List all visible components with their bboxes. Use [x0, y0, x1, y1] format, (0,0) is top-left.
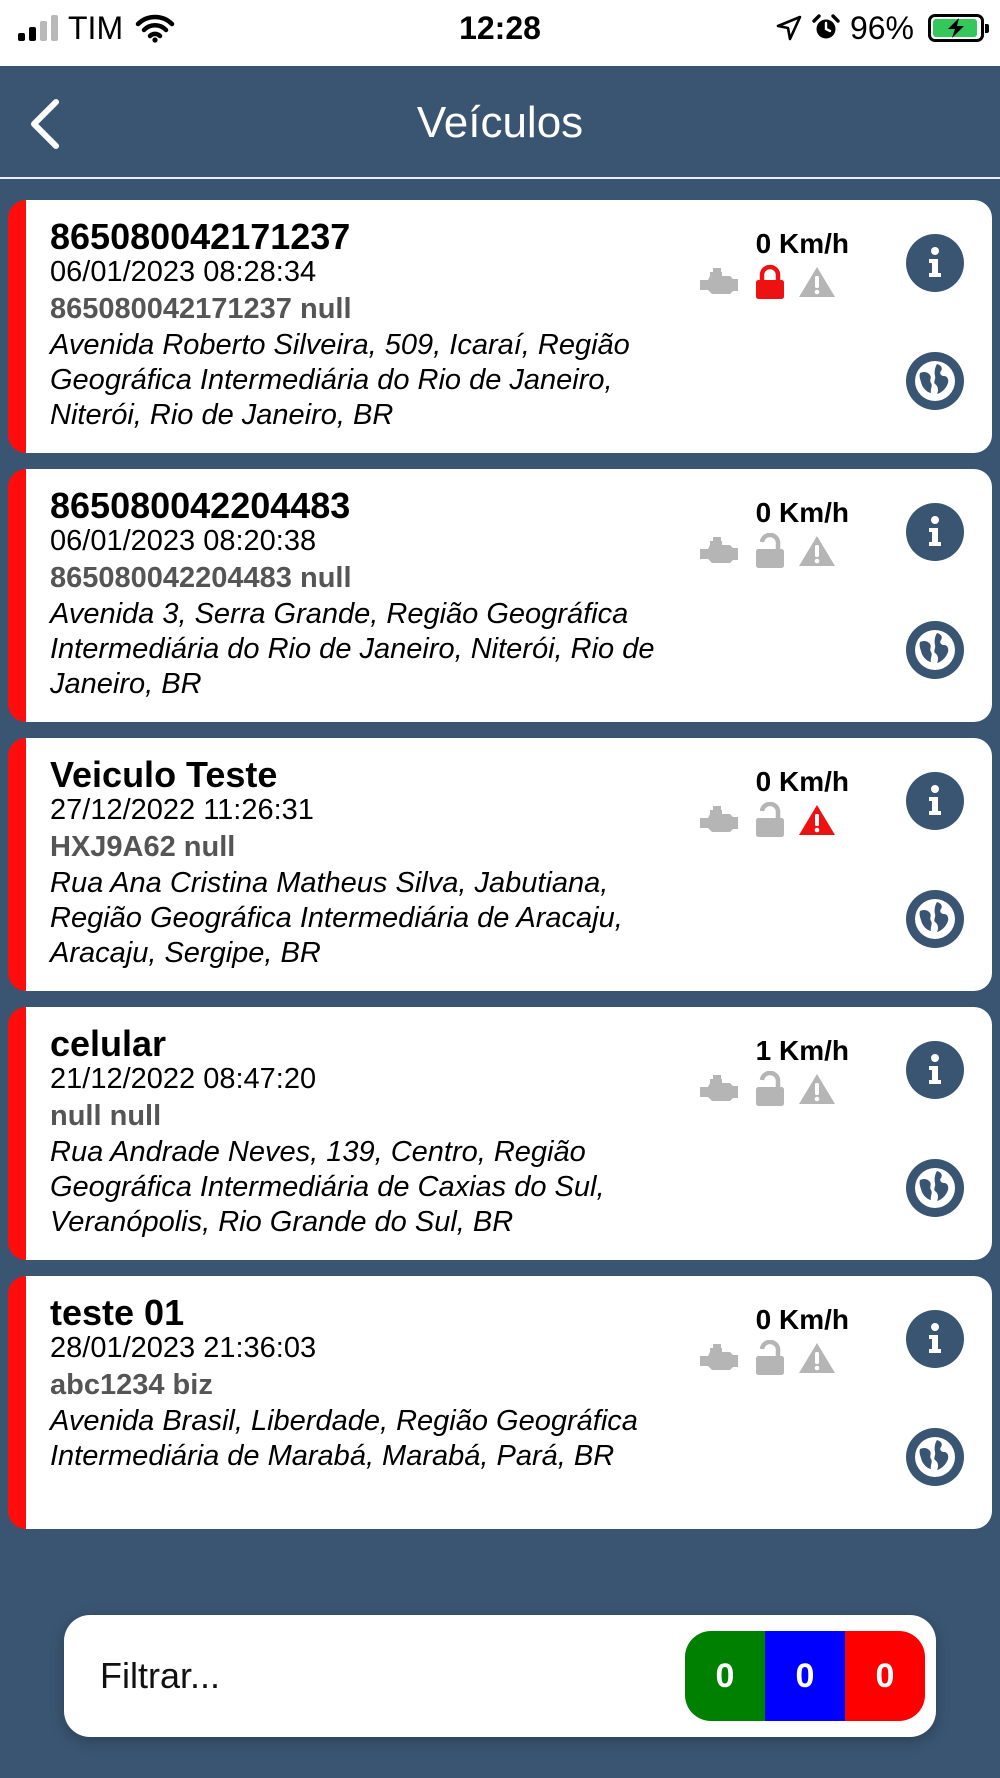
- vehicle-datetime: 27/12/2022 11:26:31: [50, 794, 314, 826]
- engine-icon: [700, 268, 742, 296]
- vehicle-speed: 1 Km/h: [755, 1035, 849, 1066]
- vehicle-address: Avenida Brasil, Liberdade, Região Geográfica Intermediária de Marabá, Marabá, Pará, BR: [50, 1405, 638, 1472]
- vehicle-name: teste 01: [50, 1292, 185, 1333]
- filter-input[interactable]: [100, 1646, 620, 1706]
- battery-percent: 96%: [849, 9, 914, 46]
- vehicle-card[interactable]: [8, 738, 992, 991]
- chevron-left-icon: [22, 96, 72, 152]
- clock: 12:28: [459, 10, 541, 46]
- vehicle-speed: 0 Km/h: [755, 497, 849, 528]
- info-icon: [906, 1310, 964, 1368]
- info-icon: [906, 503, 964, 561]
- vehicle-speed: 0 Km/h: [755, 766, 849, 797]
- vehicle-status-icons: [700, 533, 836, 569]
- alert-triangle-icon: [798, 1341, 836, 1375]
- lock-icon: [754, 802, 786, 838]
- vehicle-card[interactable]: [8, 469, 992, 722]
- globe-icon: [906, 352, 964, 410]
- vehicle-address: Rua Andrade Neves, 139, Centro, Região Geográfica Intermediária de Caxias do Sul, Veranópolis, Rio Grande do Sul, BR: [50, 1136, 605, 1238]
- vehicle-map-button[interactable]: [906, 890, 964, 948]
- vehicle-map-button[interactable]: [906, 1428, 964, 1486]
- vehicle-status-icons: [700, 1340, 836, 1376]
- vehicle-name: Veiculo Teste: [50, 754, 278, 795]
- vehicle-datetime: 28/01/2023 21:36:03: [50, 1332, 317, 1364]
- engine-icon: [700, 537, 742, 565]
- lock-icon: [754, 1340, 786, 1376]
- vehicle-status-icons: [700, 802, 836, 838]
- alert-triangle-icon: [798, 534, 836, 568]
- globe-icon: [906, 621, 964, 679]
- filter-bar: [64, 1615, 936, 1737]
- status-count-2[interactable]: 0: [765, 1631, 845, 1721]
- vehicle-address: Avenida 3, Serra Grande, Região Geográfica Intermediária do Rio de Janeiro, Niterói, Rio de Janeiro, BR: [50, 598, 655, 700]
- status-count-3[interactable]: 0: [845, 1631, 925, 1721]
- vehicle-plate: 865080042204483 null: [50, 562, 352, 594]
- vehicle-plate: 865080042171237 null: [50, 293, 352, 325]
- vehicle-info-button[interactable]: [906, 1310, 964, 1368]
- vehicle-status-icons: [700, 1071, 836, 1107]
- engine-icon: [700, 1344, 742, 1372]
- navigation-bar: [0, 66, 1000, 179]
- info-icon: [906, 234, 964, 292]
- page-title: Veículos: [416, 98, 584, 147]
- wifi-icon: [135, 13, 175, 43]
- vehicle-card[interactable]: [8, 200, 992, 453]
- status-counters: [685, 1631, 925, 1721]
- lock-icon: [754, 533, 786, 569]
- carrier-group: [18, 8, 175, 48]
- vehicle-plate: abc1234 biz: [50, 1369, 213, 1401]
- globe-icon: [906, 1159, 964, 1217]
- back-button[interactable]: [22, 96, 72, 152]
- vehicle-plate: HXJ9A62 null: [50, 831, 236, 863]
- vehicle-name: 865080042171237: [50, 216, 351, 257]
- vehicle-card[interactable]: [8, 1276, 992, 1529]
- vehicle-info-button[interactable]: [906, 503, 964, 561]
- vehicle-info-button[interactable]: [906, 772, 964, 830]
- vehicle-map-button[interactable]: [906, 352, 964, 410]
- status-bar: [0, 0, 1000, 66]
- signal-strength-icon: [18, 15, 58, 41]
- vehicle-plate: null null: [50, 1100, 162, 1132]
- info-icon: [906, 1041, 964, 1099]
- alarm-clock-icon: [812, 14, 840, 42]
- vehicle-info-button[interactable]: [906, 1041, 964, 1099]
- vehicle-address: Avenida Roberto Silveira, 509, Icaraí, Região Geográfica Intermediária do Rio de Janeiro, Niterói, Rio de Janeiro, BR: [50, 329, 630, 431]
- globe-icon: [906, 890, 964, 948]
- alert-triangle-icon: [798, 1072, 836, 1106]
- globe-icon: [906, 1428, 964, 1486]
- status-count-1[interactable]: 0: [685, 1631, 765, 1721]
- alert-triangle-icon: [798, 803, 836, 837]
- vehicle-name: celular: [50, 1023, 167, 1064]
- vehicle-datetime: 06/01/2023 08:20:38: [50, 525, 317, 557]
- vehicle-list: [8, 200, 992, 1545]
- info-icon: [906, 772, 964, 830]
- location-arrow-icon: [776, 15, 802, 41]
- battery-icon: [928, 14, 984, 42]
- vehicle-speed: 0 Km/h: [755, 1304, 849, 1335]
- vehicle-map-button[interactable]: [906, 621, 964, 679]
- vehicle-card[interactable]: [8, 1007, 992, 1260]
- vehicle-info-button[interactable]: [906, 234, 964, 292]
- vehicle-speed: 0 Km/h: [755, 228, 849, 259]
- engine-icon: [700, 806, 742, 834]
- vehicle-datetime: 06/01/2023 08:28:34: [50, 256, 317, 288]
- vehicle-map-button[interactable]: [906, 1159, 964, 1217]
- engine-icon: [700, 1075, 742, 1103]
- vehicle-datetime: 21/12/2022 08:47:20: [50, 1063, 317, 1095]
- vehicle-address: Rua Ana Cristina Matheus Silva, Jabutiana, Região Geográfica Intermediária de Aracaju, Aracaju, Sergipe, BR: [50, 867, 623, 969]
- lock-icon: [754, 1071, 786, 1107]
- vehicle-status-icons: [700, 264, 836, 300]
- alert-triangle-icon: [798, 265, 836, 299]
- carrier-name: TIM: [68, 9, 124, 46]
- vehicle-name: 865080042204483: [50, 485, 351, 526]
- lock-icon: [754, 264, 786, 300]
- status-right-group: [776, 8, 984, 48]
